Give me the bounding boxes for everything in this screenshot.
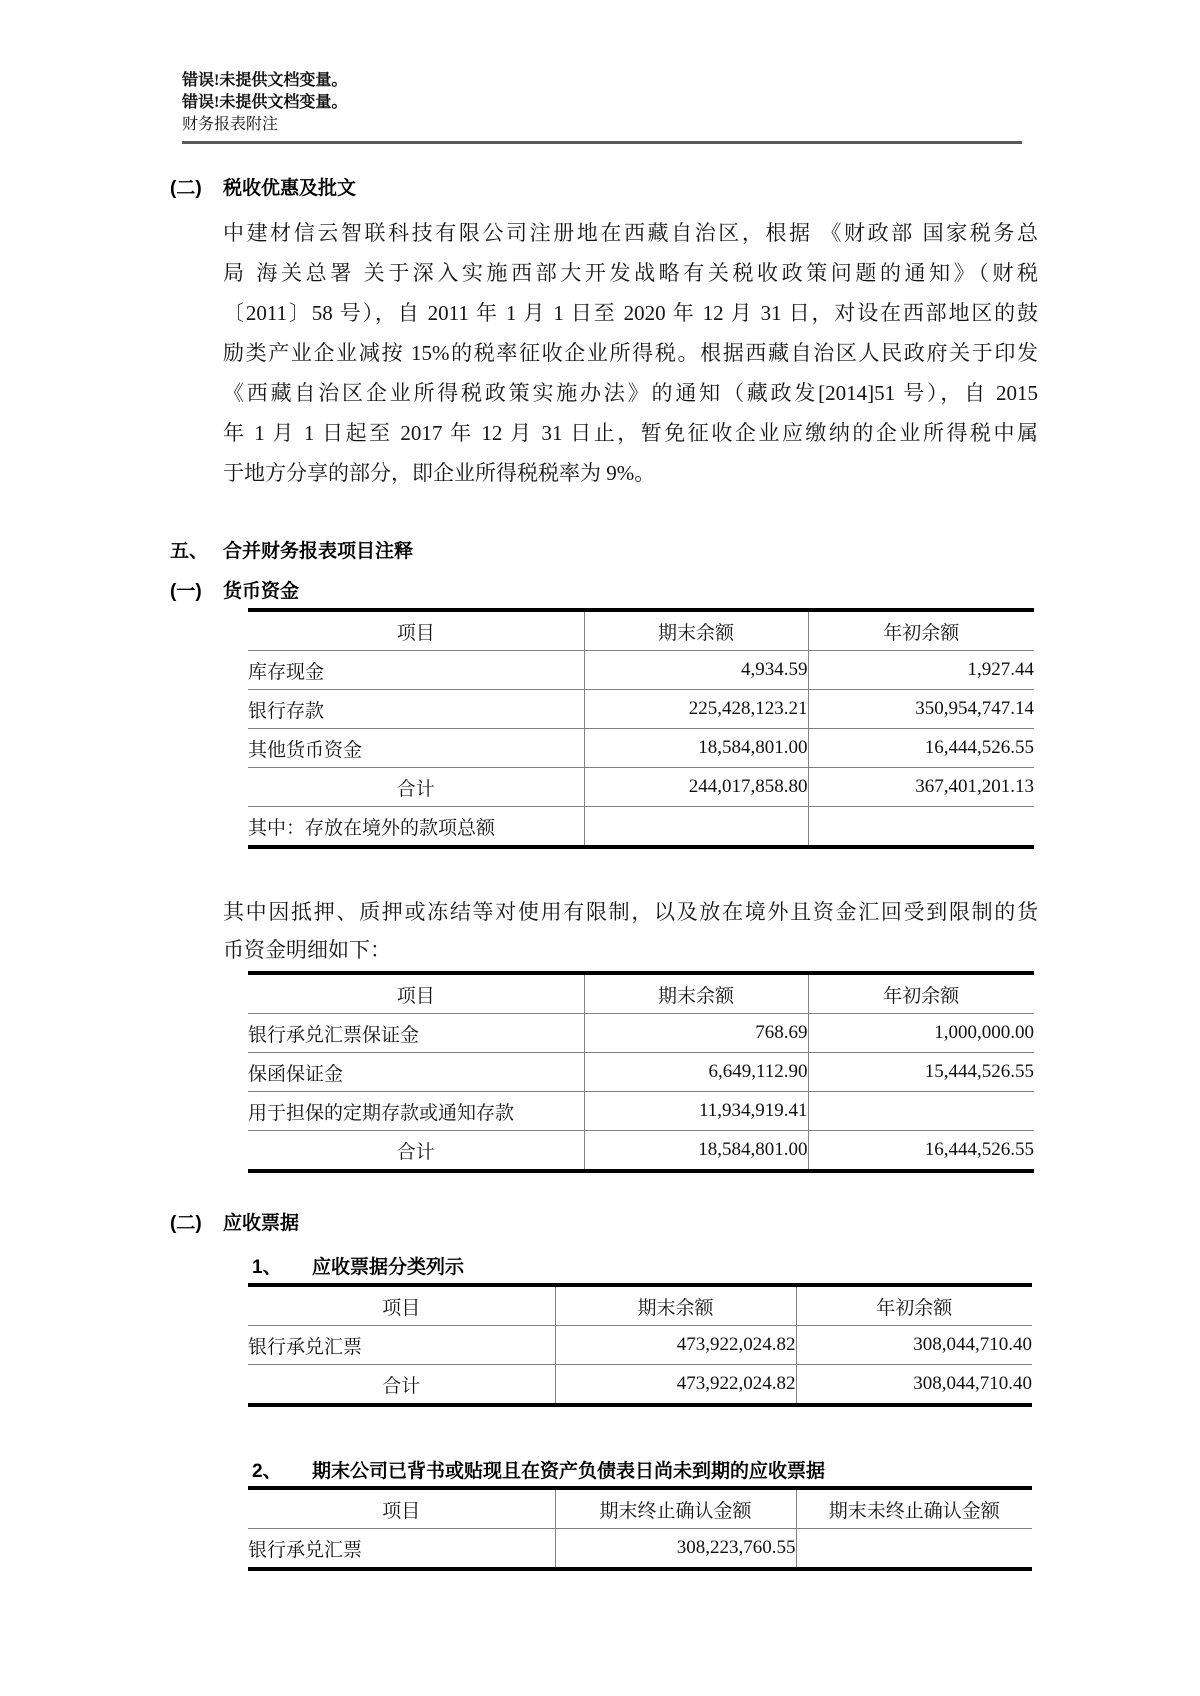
- restricted-funds-table: [248, 971, 1034, 1173]
- table-header-row: [248, 1488, 1032, 1529]
- table-row: [248, 651, 1034, 690]
- table-total-row: [248, 768, 1034, 807]
- column-header-item: 项目: [248, 610, 584, 651]
- column-header-item: 项目: [248, 1285, 555, 1326]
- header-line-1: 错误!未提供文档变量。: [182, 72, 348, 89]
- total-label-cell: 合计: [248, 1365, 555, 1406]
- column-header-not-derecognised: 期末未终止确认金额: [796, 1488, 1032, 1529]
- ending-balance-cell: 6,649,112.90: [584, 1053, 808, 1092]
- section-title: 应收票据: [223, 1213, 300, 1234]
- table-row: [248, 690, 1034, 729]
- table-row: [248, 1326, 1032, 1365]
- beginning-balance-cell: 15,444,526.55: [808, 1053, 1034, 1092]
- column-header-derecognised: 期末终止确认金额: [555, 1488, 796, 1529]
- page-header: [182, 70, 1200, 136]
- table-total-row: [248, 1365, 1032, 1406]
- column-header-beginning-balance: 年初余额: [808, 973, 1034, 1014]
- section-title: 税收优惠及批文: [223, 178, 357, 199]
- item-cell: 用于担保的定期存款或通知存款: [248, 1092, 584, 1131]
- beginning-balance-cell: [796, 1529, 1032, 1570]
- beginning-balance-cell: [808, 807, 1034, 848]
- table-row: [248, 1014, 1034, 1053]
- item-cell: 库存现金: [248, 651, 584, 690]
- paragraph-line: 局 海关总署 关于深入实施西部大开发战略有关税收政策问题的通知》（财税: [223, 261, 1038, 285]
- beginning-balance-cell: 1,927.44: [808, 651, 1034, 690]
- table-row: [248, 1053, 1034, 1092]
- ending-balance-cell: [584, 807, 808, 848]
- beginning-balance-cell: 16,444,526.55: [924, 1139, 1034, 1160]
- item-cell: 保函保证金: [248, 1053, 584, 1092]
- tax-section-heading: [170, 176, 1200, 202]
- total-label-cell: 合计: [248, 768, 584, 807]
- consolidated-notes-heading: [170, 539, 1200, 565]
- ending-balance-cell: 473,922,024.82: [555, 1326, 796, 1365]
- header-line-2: 错误!未提供文档变量。: [182, 94, 348, 111]
- column-header-item: 项目: [248, 973, 584, 1014]
- table-header-row: [248, 973, 1034, 1014]
- paragraph-line: 励类产业企业减按 15%的税率征收企业所得税。根据西藏自治区人民政府关于印发: [223, 341, 1038, 365]
- beginning-balance-cell: 308,044,710.40: [796, 1326, 1032, 1365]
- column-header-beginning-balance: 年初余额: [796, 1285, 1032, 1326]
- item-cell: 银行承兑汇票保证金: [248, 1014, 584, 1053]
- subsection-title: 应收票据分类列示: [312, 1257, 465, 1278]
- ending-balance-cell: 244,017,858.80: [584, 768, 808, 807]
- item-cell: 银行承兑汇票: [248, 1529, 555, 1570]
- table-row: [248, 1092, 1034, 1131]
- ending-balance-cell: 11,934,919.41: [584, 1092, 808, 1131]
- endorsed-notes-heading: [252, 1459, 1200, 1485]
- monetary-funds-heading: [170, 579, 1200, 605]
- paragraph-line: 中建材信云智联科技有限公司注册地在西藏自治区，根据 《财政部 国家税务总: [223, 221, 1038, 245]
- subsection-number: 1、: [252, 1257, 282, 1278]
- ending-balance-cell: 768.69: [584, 1014, 808, 1053]
- table-row: [248, 729, 1034, 768]
- section-number: 五、: [170, 541, 209, 562]
- section-number: (二): [170, 1213, 202, 1234]
- table-total-row: [248, 1131, 1034, 1172]
- ending-balance-cell: 225,428,123.21: [584, 690, 808, 729]
- paragraph-line: 其中因抵押、质押或冻结等对使用有限制，以及放在境外且资金汇回受到限制的货: [223, 900, 1038, 924]
- section-number: (二): [170, 178, 202, 199]
- subsection-number: 2、: [252, 1461, 282, 1482]
- ending-balance-cell: 18,584,801.00: [584, 1131, 808, 1172]
- beginning-balance-cell: [808, 1092, 1034, 1131]
- notes-classification-table: [248, 1283, 1032, 1407]
- column-header-ending-balance: 期末余额: [555, 1285, 796, 1326]
- beginning-balance-cell: 308,044,710.40: [913, 1373, 1032, 1394]
- endorsed-notes-table: [248, 1486, 1032, 1571]
- header-divider-rule: [182, 141, 1022, 144]
- column-header-ending-balance: 期末余额: [584, 973, 808, 1014]
- item-cell: 其中：存放在境外的款项总额: [248, 807, 584, 848]
- item-cell: 银行承兑汇票: [248, 1326, 555, 1365]
- paragraph-line: 〔2011〕58 号），自 2011 年 1 月 1 日至 2020 年 12 月 31 日，对设在西部地区的鼓: [223, 301, 1038, 325]
- monetary-funds-table: [248, 608, 1034, 849]
- section-title: 货币资金: [223, 581, 300, 602]
- subsection-title: 期末公司已背书或贴现且在资产负债表日尚未到期的应收票据: [312, 1461, 826, 1482]
- column-header-beginning-balance: 年初余额: [808, 610, 1034, 651]
- ending-balance-cell: 308,223,760.55: [555, 1529, 796, 1570]
- section-title: 合并财务报表项目注释: [223, 541, 414, 562]
- paragraph-line: 《西藏自治区企业所得税政策实施办法》的通知（藏政发[2014]51 号），自 2015: [223, 381, 1038, 405]
- paragraph-line: 年 1 月 1 日起至 2017 年 12 月 31 日止，暂免征收企业应缴纳的企业所得税中属: [223, 421, 1038, 445]
- column-header-item: 项目: [248, 1488, 555, 1529]
- table-row: [248, 807, 1034, 848]
- header-line-3: 财务报表附注: [182, 116, 279, 133]
- beginning-balance-cell: 350,954,747.14: [808, 690, 1034, 729]
- item-cell: 银行存款: [248, 690, 584, 729]
- beginning-balance-cell: 367,401,201.13: [808, 768, 1034, 807]
- item-cell: 其他货币资金: [248, 729, 584, 768]
- ending-balance-cell: 473,922,024.82: [555, 1365, 796, 1406]
- tax-paragraph: [223, 213, 1038, 493]
- column-header-ending-balance: 期末余额: [584, 610, 808, 651]
- restricted-funds-note: [223, 893, 1038, 969]
- table-header-row: [248, 610, 1034, 651]
- total-label-cell: 合计: [248, 1131, 584, 1172]
- beginning-balance-cell: 1,000,000.00: [808, 1014, 1034, 1053]
- table-row: [248, 1529, 1032, 1570]
- notes-receivable-heading: [170, 1211, 1200, 1237]
- table-header-row: [248, 1285, 1032, 1326]
- ending-balance-cell: 4,934.59: [584, 651, 808, 690]
- ending-balance-cell: 18,584,801.00: [584, 729, 808, 768]
- notes-classification-heading: [252, 1255, 1200, 1281]
- paragraph-line: 币资金明细如下：: [223, 938, 391, 962]
- beginning-balance-cell: 16,444,526.55: [808, 729, 1034, 768]
- section-number: (一): [170, 581, 202, 602]
- paragraph-line: 于地方分享的部分，即企业所得税税率为 9%。: [223, 461, 656, 485]
